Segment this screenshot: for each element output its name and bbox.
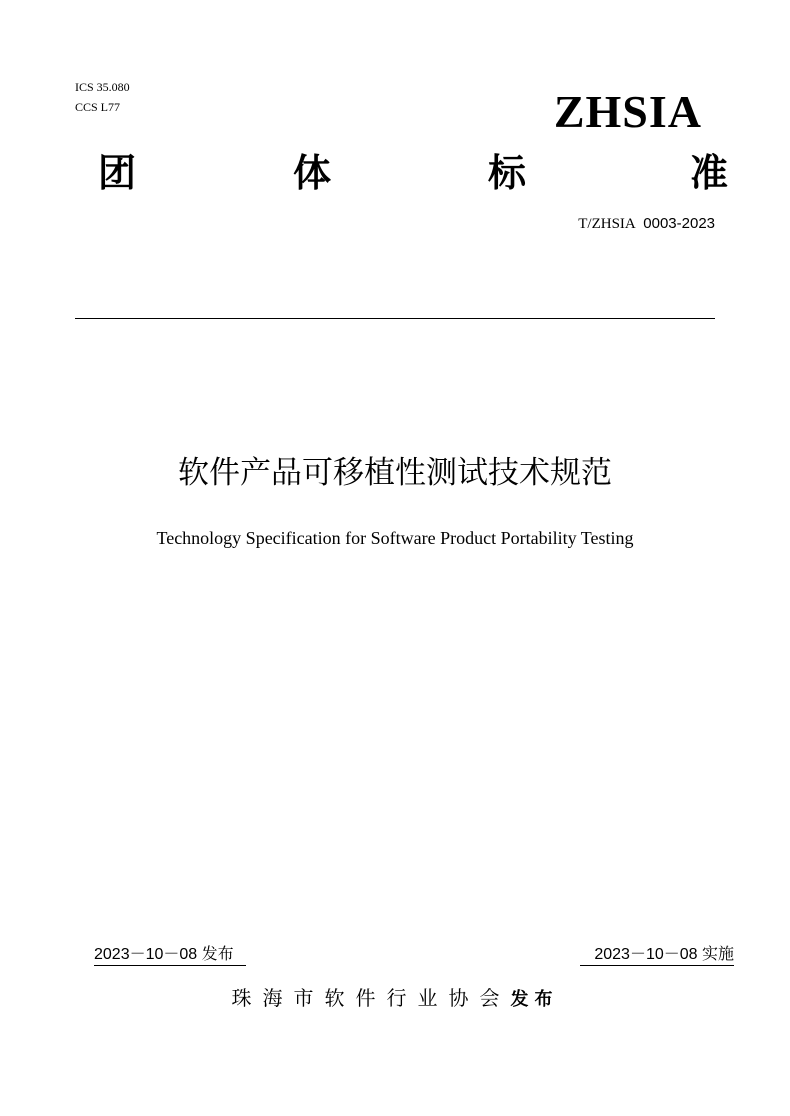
- title-english: Technology Specification for Software Product Portability Testing: [156, 528, 634, 548]
- ccs-code: CCS L77: [75, 100, 121, 114]
- header-divider: [75, 318, 715, 319]
- ics-code: ICS 35.080: [75, 80, 130, 94]
- standard-number: [578, 214, 715, 234]
- title-chinese: 软件产品可移植性测试技术规范: [178, 455, 612, 491]
- banner-char-1: 团: [98, 151, 137, 195]
- standard-code: 0003-2023: [643, 215, 715, 232]
- publisher-action: 发布: [510, 989, 559, 1010]
- issue-date: 2023－10－08 发布: [94, 945, 246, 966]
- publisher-line: [0, 985, 790, 1013]
- association-logo: ZHSIA: [553, 86, 702, 137]
- banner-char-4: 准: [690, 151, 729, 195]
- standard-prefix: T/ZHSIA: [578, 216, 636, 232]
- implementation-date: 2023－10－08 实施: [580, 945, 734, 966]
- publisher-organization: 珠海市软件行业协会: [231, 986, 511, 1010]
- banner-char-3: 标: [488, 151, 527, 195]
- banner-char-2: 体: [293, 151, 332, 195]
